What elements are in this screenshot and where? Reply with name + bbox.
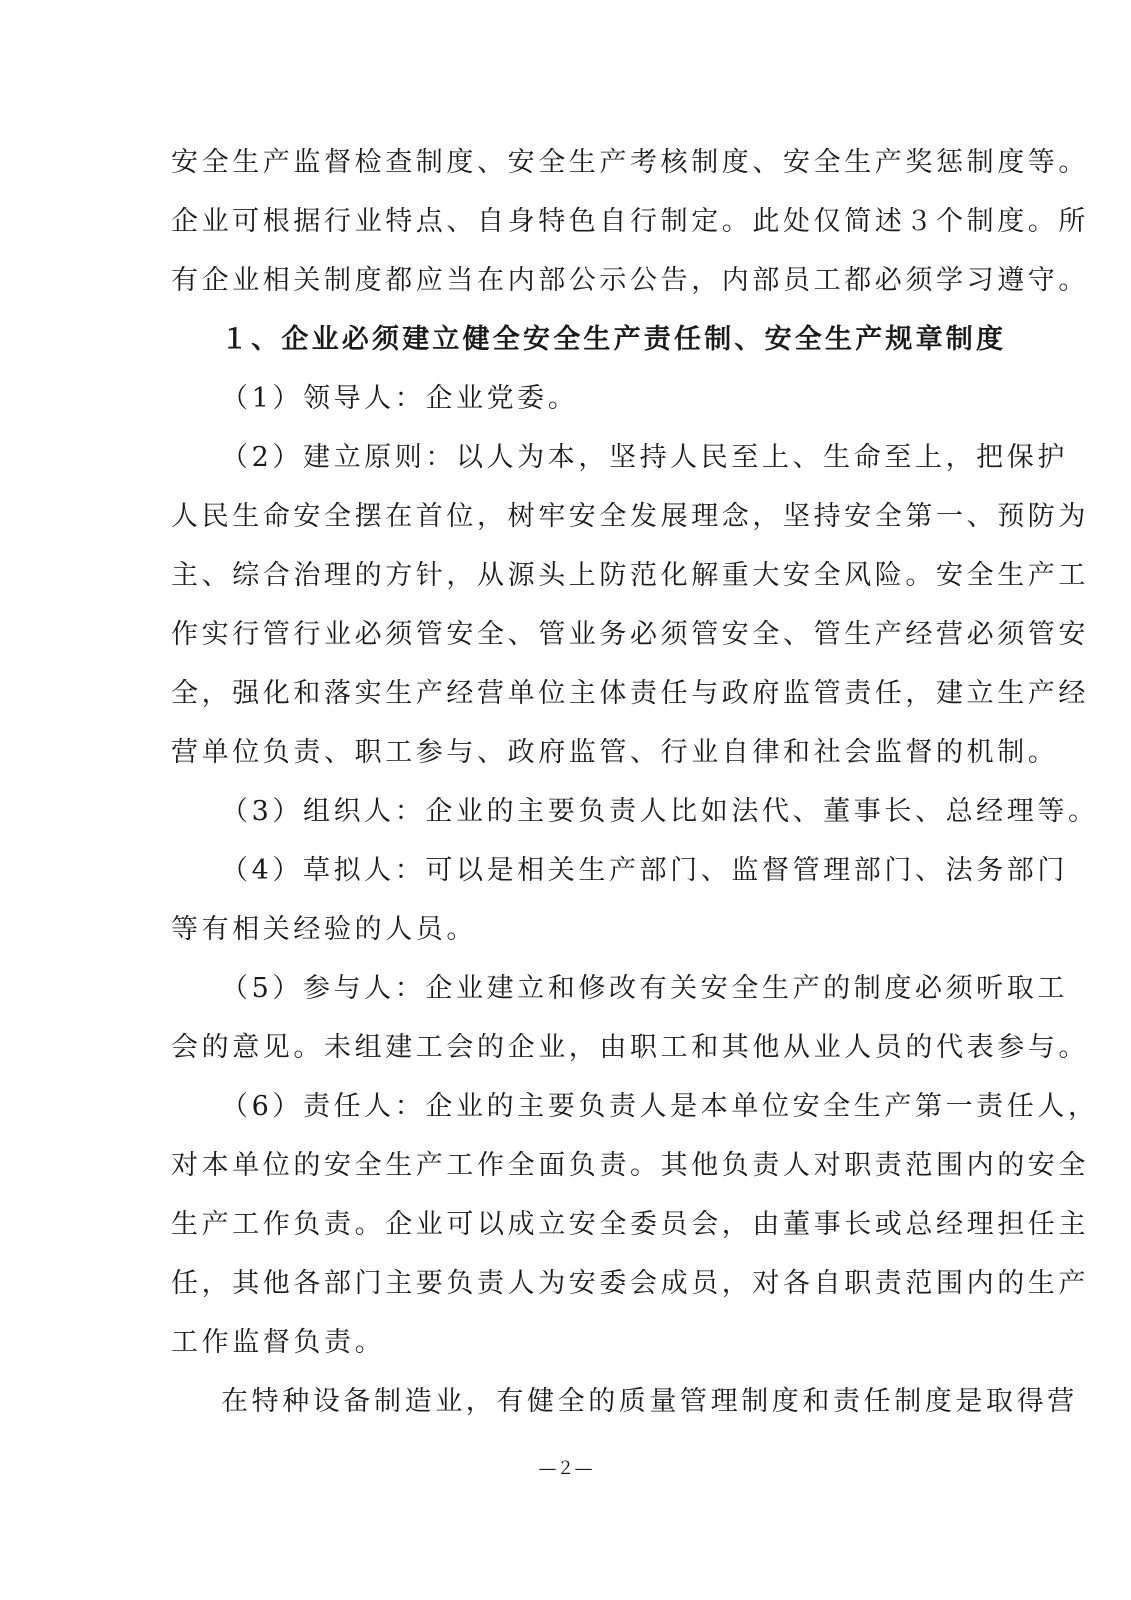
text-line-15: （5）参与人：企业建立和修改有关安全生产的制度必须听取工: [221, 973, 1068, 1004]
text-line-14: 等有相关经验的人员。: [171, 914, 477, 945]
text-line-13: （4）草拟人：可以是相关生产部门、监督管理部门、法务部门: [221, 855, 1068, 886]
text-line-18: 对本单位的安全生产工作全面负责。其他负责人对职责范围内的安全: [171, 1150, 1089, 1181]
text-line-12: （3）组织人：企业的主要负责人比如法代、董事长、总经理等。: [221, 796, 1099, 827]
text-line-3: 有企业相关制度都应当在内部公示公告，内部员工都必须学习遵守。: [171, 265, 1089, 296]
text-line-19: 生产工作负责。企业可以成立安全委员会，由董事长或总经理担任主: [171, 1209, 1089, 1240]
text-line-6: （2）建立原则：以人为本，坚持人民至上、生命至上，把保护: [221, 442, 1068, 473]
text-line-2: 企业可根据行业特点、自身特色自行制定。此处仅简述３个制度。所: [171, 206, 1089, 237]
text-line-9: 作实行管行业必须管安全、管业务必须管安全、管生产经营必须管安: [171, 619, 1089, 650]
section-heading: １、企业必须建立健全安全生产责任制、安全生产规章制度: [221, 324, 1007, 355]
text-line-20: 任，其他各部门主要负责人为安委会成员，对各自职责范围内的生产: [171, 1268, 1089, 1299]
text-line-1: 安全生产监督检查制度、安全生产考核制度、安全生产奖惩制度等。: [171, 147, 1089, 178]
page-number: —２—: [538, 1458, 593, 1479]
text-line-8: 主、综合治理的方针，从源头上防范化解重大安全风险。安全生产工: [171, 560, 1089, 591]
text-line-10: 全，强化和落实生产经营单位主体责任与政府监管责任，建立生产经: [171, 678, 1089, 709]
text-line-17: （6）责任人：企业的主要负责人是本单位安全生产第一责任人，: [221, 1091, 1099, 1122]
text-line-22: 在特种设备制造业，有健全的质量管理制度和责任制度是取得营: [221, 1386, 1078, 1417]
text-line-7: 人民生命安全摆在首位，树牢安全发展理念，坚持安全第一、预防为: [171, 501, 1089, 532]
text-line-16: 会的意见。未组建工会的企业，由职工和其他从业人员的代表参与。: [171, 1032, 1089, 1063]
text-line-21: 工作监督负责。: [171, 1327, 386, 1358]
text-line-11: 营单位负责、职工参与、政府监管、行业自律和社会监督的机制。: [171, 737, 1059, 768]
text-line-5: （1）领导人：企业党委。: [221, 383, 579, 414]
